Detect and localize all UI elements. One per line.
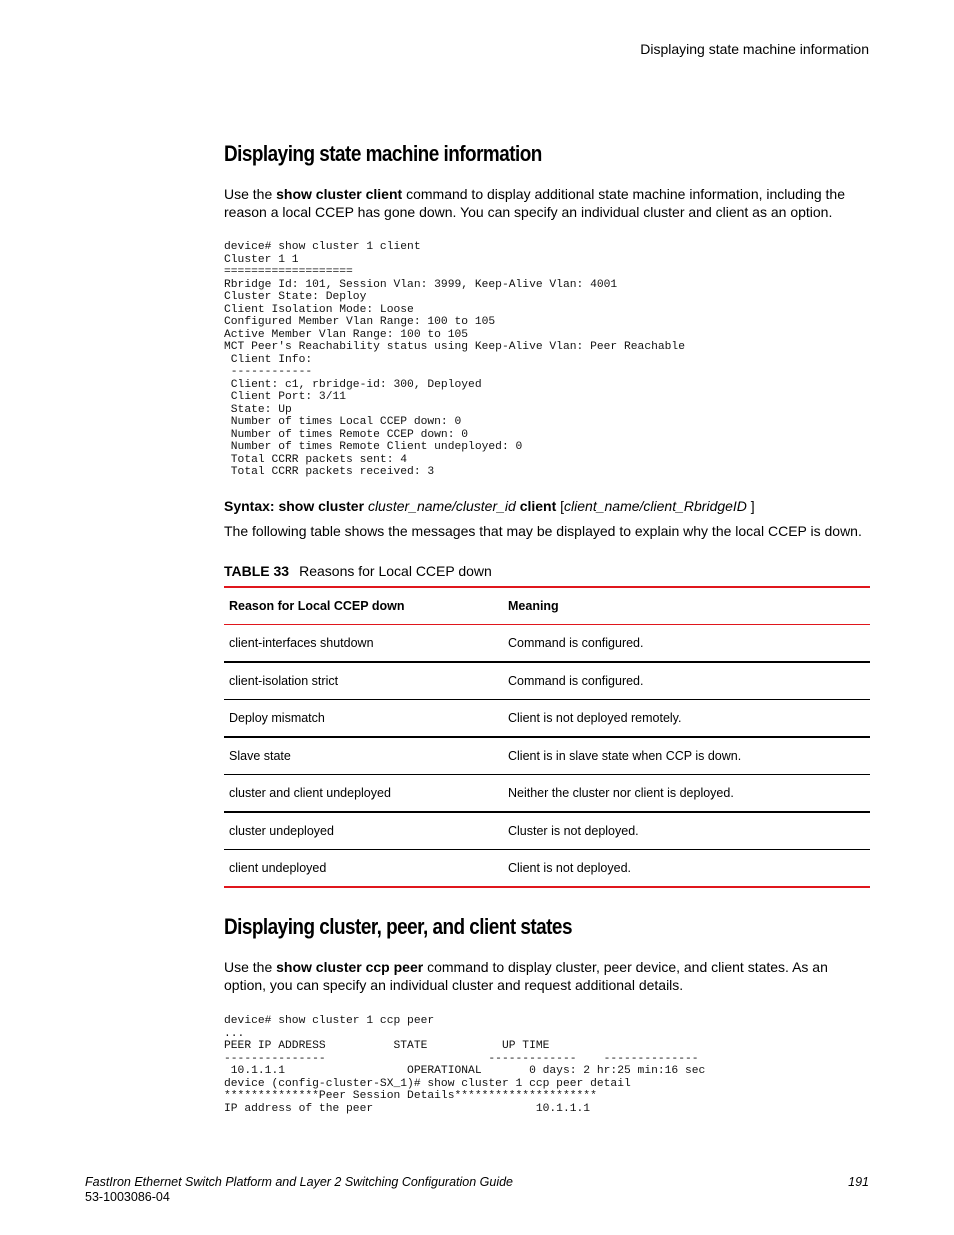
column-header: Meaning [508,599,559,613]
table-header-row [224,587,870,625]
intro-command: show cluster ccp peer [276,959,424,975]
reasons-table [224,586,870,888]
table-cell: client undeployed [229,861,327,875]
running-header: Displaying state machine information [640,41,869,57]
table-cell: Client is not deployed. [508,861,631,875]
table-row [224,625,870,663]
table-cell: client-isolation strict [229,674,339,688]
syntax-bracket: [ [556,498,565,514]
table-caption [224,563,492,579]
syntax-arg: client_name/client_RbridgeID [564,498,747,514]
table-row [224,737,870,775]
section-heading-cluster-states: Displaying cluster, peer, and client states [224,914,572,939]
table-row [224,700,870,738]
intro-text: Use the [224,959,277,975]
table-cell: Command is configured. [508,636,644,650]
syntax-line [224,497,864,515]
intro-text: command to display additional state machine information, including the reason a local CCEP has gone down. You can specify an individual cluster and client as an option. [224,186,845,220]
footer-doc-number: 53-1003086-04 [85,1190,170,1204]
table-cell: Command is configured. [508,674,644,688]
intro-text: command to display cluster, peer device, and client states. As an option, you can specify an individual cluster and request additional details. [224,959,828,993]
table-cell: cluster and client undeployed [229,786,391,800]
column-header: Reason for Local CCEP down [229,599,405,613]
intro-text: Use the [224,186,277,202]
table-row [224,662,870,700]
table-cell: Client is in slave state when CCP is down. [508,749,742,763]
table-cell: cluster undeployed [229,824,334,838]
table-row [224,812,870,850]
table-row [224,850,870,888]
table-title: Reasons for Local CCEP down [299,563,492,579]
table-intro: The following table shows the messages that may be displayed to explain why the local CCEP is down. [224,523,862,539]
syntax-bracket: ] [746,498,755,514]
table-number: TABLE 33 [224,563,290,579]
footer-title: FastIron Ethernet Switch Platform and Layer 2 Switching Configuration Guide [85,1175,513,1189]
footer [85,1175,513,1205]
syntax-arg: cluster_name/cluster_id [367,498,516,514]
intro-command: show cluster client [276,186,403,202]
syntax-label: Syntax: show cluster [224,498,365,514]
table-cell: Deploy mismatch [229,711,325,725]
table-cell: Slave state [229,749,291,763]
section1-intro [224,185,864,221]
table-cell: Neither the cluster nor client is deployed. [508,786,734,800]
code-block-show-cluster-ccp-peer: device# show cluster 1 ccp peer ... PEER IP ADDRESS STATE UP TIME --------------- ------------- -------------- 10.1.1.1 OPERATIONAL 0 days: 2 hr:25 min:16 sec device (config-cluster-SX_1)# show cluster 1 ccp peer detail **************Peer Session Details********************* IP address of the peer 10.1.1.1 [224,1015,706,1115]
table-cell: Client is not deployed remotely. [508,711,682,725]
page-number: 191 [848,1175,869,1189]
code-block-show-cluster-client: device# show cluster 1 client Cluster 1 1 =================== Rbridge Id: 101, Session Vlan: 3999, Keep-Alive Vlan: 4001 Cluster State: Deploy Client Isolation Mode: Loose Configured Member Vlan Range: 100 to 105 Active Member Vlan Range: 100 to 105 MCT Peer's Reachability status using Keep-Alive Vlan: Peer Reachable Client Info: ------------ Client: c1, rbridge-id: 300, Deployed Client Port: 3/11 State: Up Number of times Local CCEP down: 0 Number of times Remote CCEP down: 0 Number of times Remote Client undeployed: 0 Total CCRR packets sent: 4 Total CCRR packets received: 3 [224,241,685,478]
section-heading-state-machine: Displaying state machine information [224,141,542,166]
table-cell: client-interfaces shutdown [229,636,374,650]
table-row [224,775,870,813]
section2-intro [224,958,864,994]
table-cell: Cluster is not deployed. [508,824,639,838]
syntax-keyword: client [519,498,557,514]
